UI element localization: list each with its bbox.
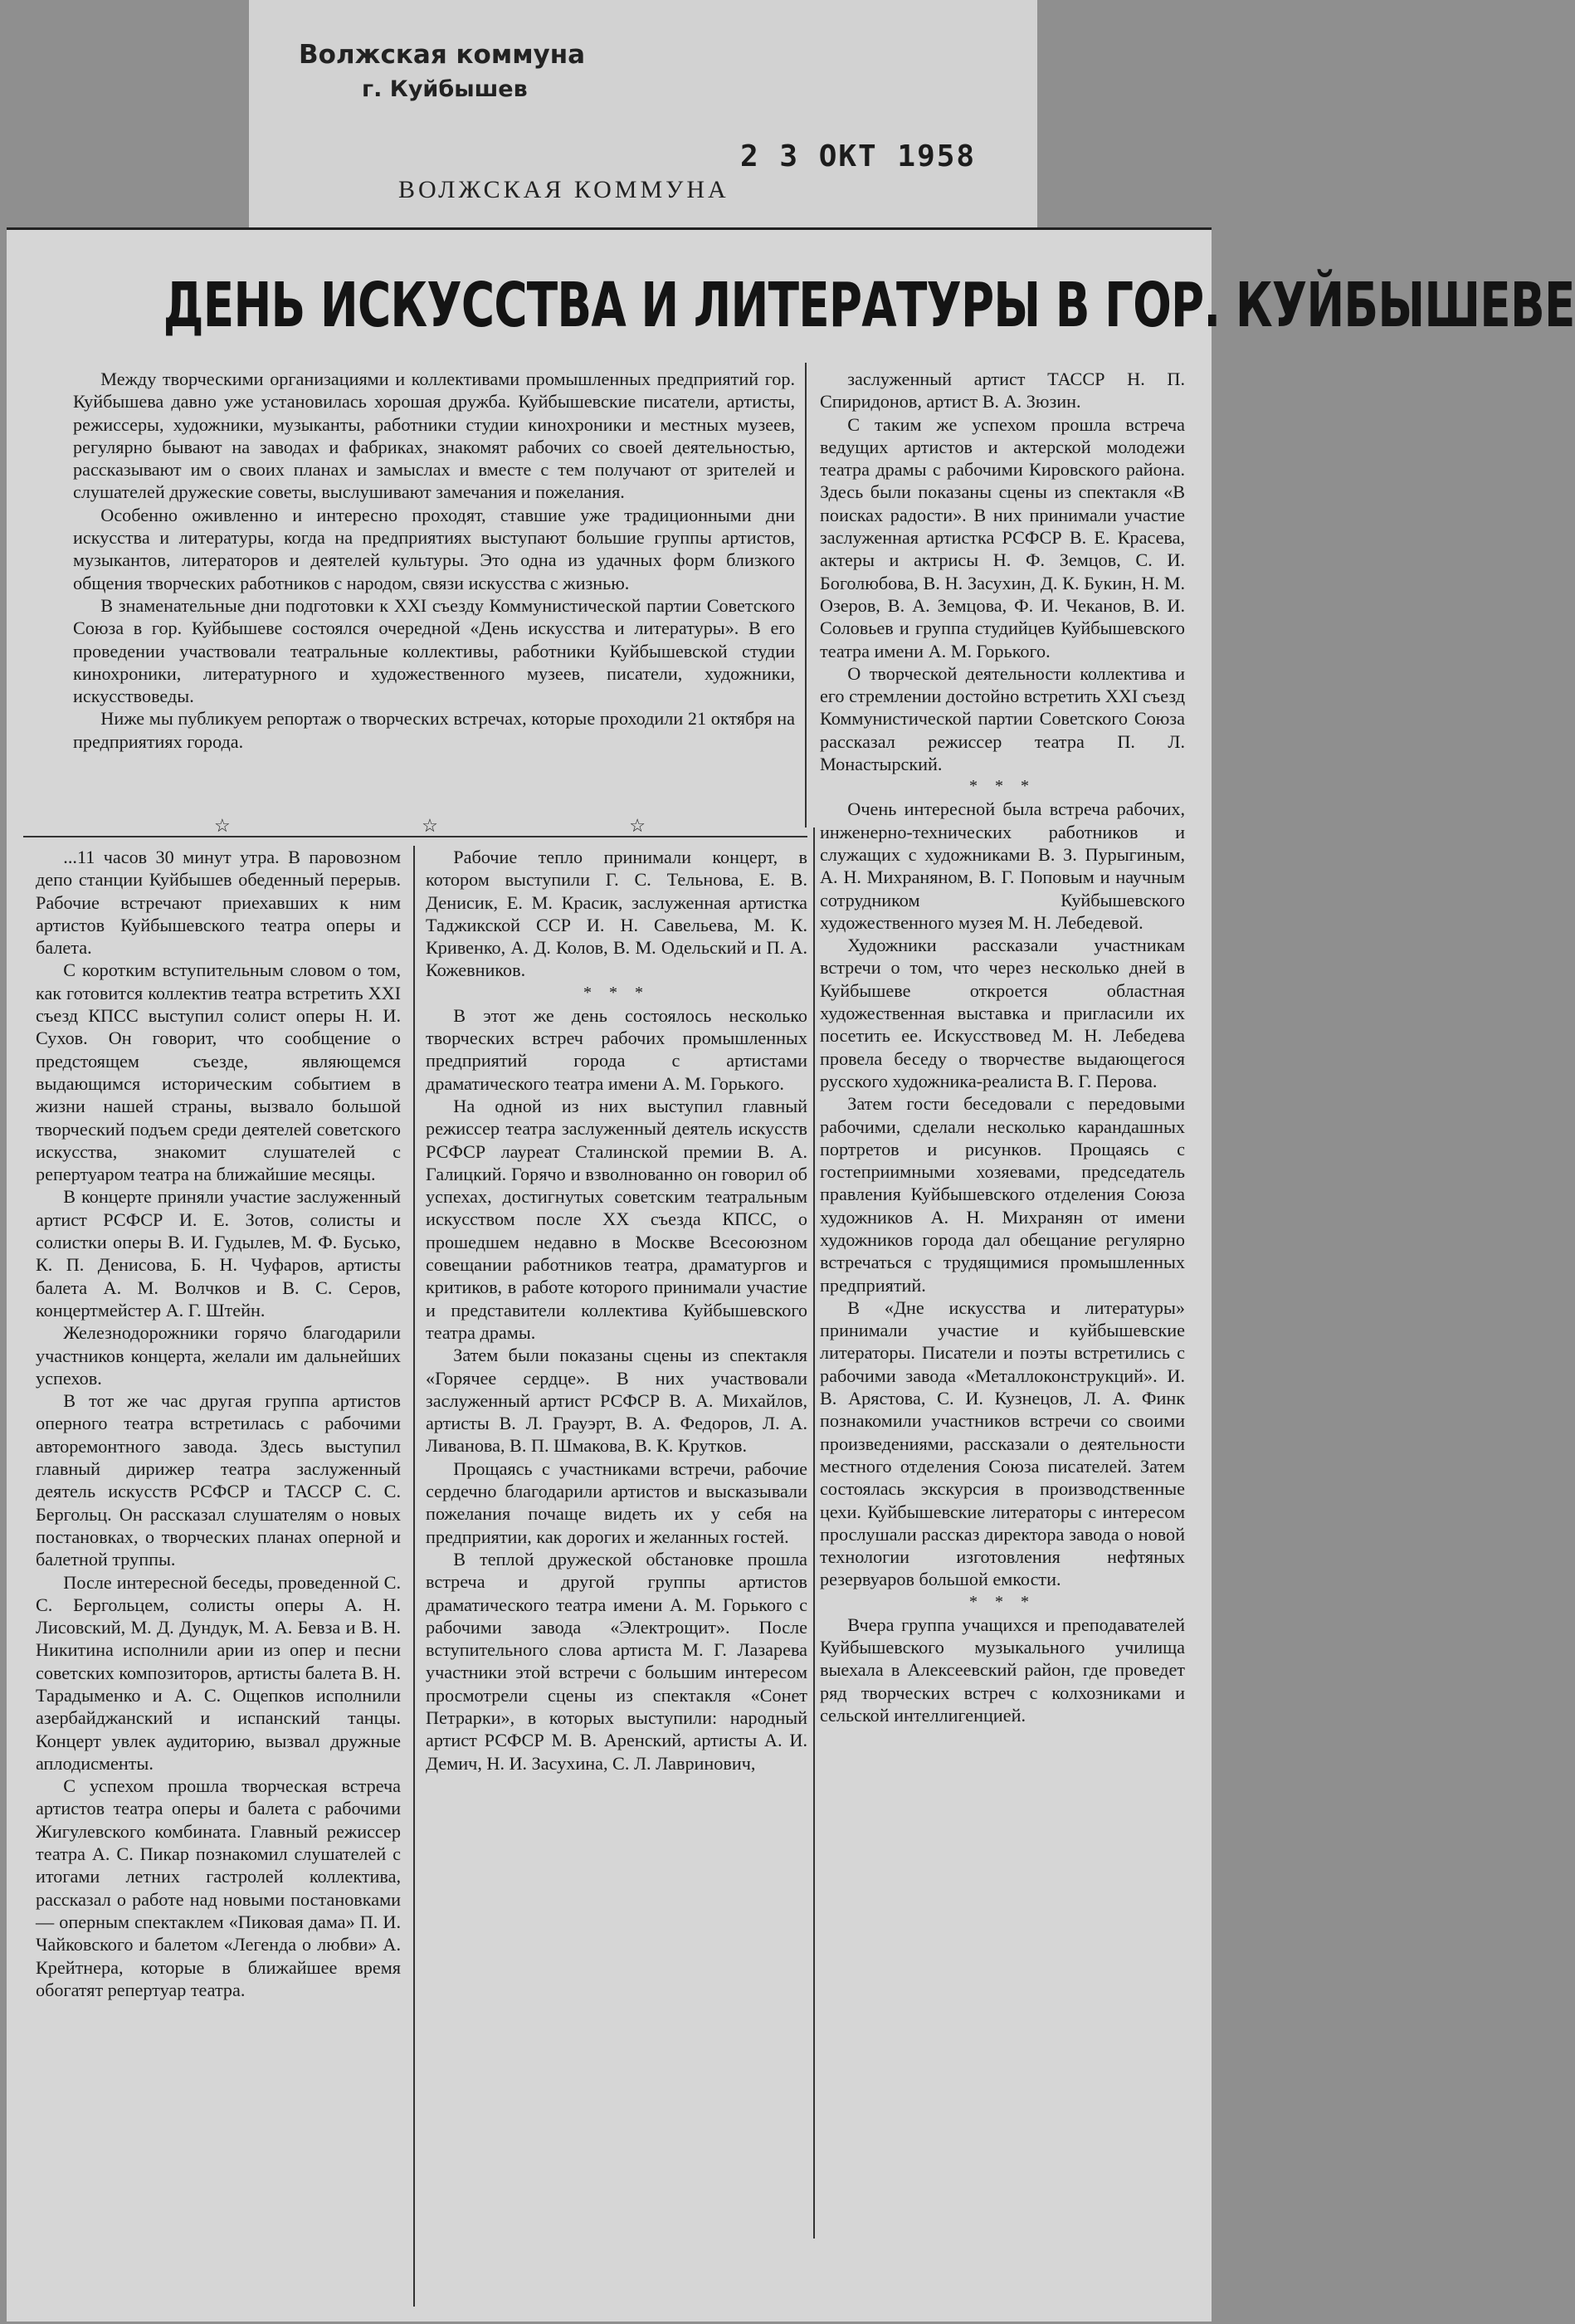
article-paragraph: В концерте приняли участие заслуженный артист РСФСР И. Е. Зотов, солисты и солистки оперы В. И. Гудылев, М. Ф. Бусько, К. П. Денисова, Б. Н. Чуфаров, артисты балета А. М. Волчков и В. С. Серов, концертмейстер А. Г. Штейн. (36, 1186, 401, 1321)
article-paragraph: Затем гости беседовали с передовыми рабочими, сделали несколько карандашных портретов и рисунков. Прощаясь с гостеприимными хозяевами, председатель правления Куйбышевского отделения Союза художников А. Н. Михранян от имени художников города дал обещание регулярно встречаться с трудящимися промышленных предприятий. (820, 1093, 1185, 1296)
article-paragraph: После интересной беседы, проведенной С. С. Бергольцем, солисты оперы А. Н. Лисовский, М. Д. Дундук, М. А. Бевза и В. Н. Никитина исполнили арии из опер и песни советских композиторов, артисты балета В. Н. Тарадыменко и А. С. Ощепков исполнили азербайджанский и испанский танцы. Концерт увлек аудиторию, вызвал дружные аплодисменты. (36, 1571, 401, 1774)
column-rule (413, 846, 415, 2307)
article-paragraph: Ниже мы публикуем репортаж о творческих встречах, которые проходили 21 октября на предприятиях города. (73, 708, 795, 752)
article-paragraph: Прощаясь с участниками встречи, рабочие сердечно благодарили артистов и высказывали пожелания почаще видеть их у себя на предприятии, как дорогих и желанных гостей. (426, 1457, 807, 1547)
article-paragraph: В знаменательные дни подготовки к XXI съезду Коммунистической партии Советского Союза в гор. Куйбышеве состоялся очередной «День искусства и литературы». В его проведении участвовали театральные коллективы, работники Куйбышевской студии кинохроники, литературного и художественного музеев, писатели, художники, искусствоведы. (73, 594, 795, 707)
article-paragraph: заслуженный артист ТАССР Н. П. Спиридонов, артист В. А. Зюзин. (820, 369, 1185, 413)
article-intro (73, 368, 795, 753)
intro-stars-separator (214, 816, 646, 837)
article-paragraph: В теплой дружеской обстановке прошла встреча и другой группы артистов драматического театра имени А. М. Горького с рабочими завода «Электрощит». После вступительного слова артиста М. Г. Лазарева участники этой встречи с большим интересом просмотрели сцены из спектакля «Сонет Петрарки», в которых выступили: народный артист РСФСР М. В. Аренский, артисты А. И. Демич, Н. И. Засухина, С. Л. Лавринович, (426, 1548, 807, 1774)
article-paragraph: Железнодорожники горячо благодарили участников концерта, желали им дальнейших успехов. (36, 1322, 401, 1389)
archive-stamp-city: г. Куйбышев (362, 76, 528, 102)
article-paragraph: Художники рассказали участникам встречи о том, что через несколько дней в Куйбышеве откроется областная художественная выставка и пригласили их посетить ее. Искусствовед М. Н. Лебедева провела беседу о творчестве выдающегося русского художника-реалиста В. Г. Перова. (820, 935, 1185, 1091)
article-paragraph: В «Дне искусства и литературы» принимали участие и куйбышевские литераторы. Писатели и поэты встретились с рабочими завода «Металлоконструкций». И. В. Арястова, С. И. Кузнецов, Л. А. Финк познакомили участников встречи со своими произведениями, рассказали о деятельности местного отделения Союза писателей. Затем состоялась экскурсия в производственные цехи. Куйбышевские литераторы с интересом прослушали рассказ директора завода о новой технологии изготовления нефтяных резервуаров большой емкости. (820, 1296, 1185, 1590)
date-stamp: 2 3 ОКТ 1958 (740, 139, 977, 173)
column-rule (813, 828, 815, 2239)
article-paragraph: Очень интересной была встреча рабочих, инженерно-технических работников и служащих с художниками В. З. Пурыгиным, А. Н. Михраняном, В. Г. Поповым и научным сотрудником Куйбышевского художественного музея М. Н. Лебедевой. (820, 798, 1185, 933)
article-paragraph: Затем были показаны сцены из спектакля «Горячее сердце». В них участвовали заслуженный артист РСФСР В. А. Михайлов, артисты В. Л. Грауэрт, В. А. Федоров, Л. А. Ливанова, В. П. Шмакова, В. К. Крутков. (426, 1345, 807, 1457)
article-paragraph: Вчера группа учащихся и преподавателей Куйбышевского музыкального училища выехала в Алексеевский район, где проведет ряд творческих встреч с колхозниками и сельской интеллигенцией. (820, 1614, 1185, 1726)
archive-label-slip (249, 0, 1037, 241)
article-column-3 (820, 368, 1185, 1726)
newspaper-clipping (7, 227, 1575, 2322)
article-paragraph: С таким же успехом прошла встреча ведущих артистов и актерской молодежи театра драмы с рабочими Кировского района. Здесь были показаны сцены из спектакля «В поисках радости». В них принимали участие заслуженная артистка РСФСР В. Е. Красева, актеры и актрисы Н. Ф. Земцов, С. И. Боголюбова, В. Н. Засухин, Д. К. Букин, Н. М. Озеров, В. А. Земцова, Ф. И. Чеканов, В. И. Соловьев и группа студийцев Куйбышевского театра имени А. М. Горького. (820, 413, 1185, 662)
article-column-2 (426, 846, 807, 1775)
section-stars: * * * (969, 1592, 1036, 1611)
article-column-1 (36, 846, 401, 2001)
section-stars: * * * (583, 983, 650, 1002)
article-paragraph: О творческой деятельности коллектива и его стремлении достойно встретить XXI съезд Коммунистической партии Советского Союза рассказал режиссер театра П. Л. Монастырский. (820, 662, 1185, 775)
article-headline: ДЕНЬ ИСКУССТВА И ЛИТЕРАТУРЫ В ГОР. КУЙБЫШЕВЕ (163, 270, 1575, 341)
article-paragraph: Особенно оживленно и интересно проходят, ставшие уже традиционными дни искусства и литературы, когда на предприятиях выступают большие группы артистов, музыкантов, литераторов и деятелей культуры. Это одна из удачных форм близкого общения творческих работников с народом, связи искусства с жизнью. (73, 504, 795, 593)
article-paragraph: В тот же час другая группа артистов оперного театра встретилась с рабочими авторемонтного завода. Здесь выступил главный дирижер театра заслуженный деятель искусств РСФСР и ТАССР С. С. Бергольц. Он рассказал слушателям о новых постановках, о творческих планах оперной и балетной труппы. (36, 1390, 401, 1570)
article-paragraph: Между творческими организациями и коллективами промышленных предприятий гор. Куйбышева давно уже установилась хорошая дружба. Куйбышевские писатели, артисты, режиссеры, художники, музыканты, работники студии кинохроники и местных музеев, регулярно бывают на заводах и фабриках, знакомят рабочих со своей деятельностью, рассказывают им о своих планах и замыслах и вместе с тем получают от зрителей и слушателей дружеские советы, выслушивают замечания и пожелания. (73, 369, 795, 503)
article-paragraph: С успехом прошла творческая встреча артистов театра оперы и балета с рабочими Жигулевского комбината. Главный режиссер театра А. С. Пикар познакомил слушателей с итогами летних гастролей коллектива, рассказал о работе над новыми постановками — оперным спектаклем «Пиковая дама» П. И. Чайковского и балетом «Легенда о любви» А. Крейтнера, которые в ближайшее время обогатят репертуар театра. (36, 1775, 401, 2000)
star-icon: ☆ (629, 816, 646, 837)
star-icon: ☆ (214, 816, 231, 837)
article-paragraph: ...11 часов 30 минут утра. В паровозном депо станции Куйбышев обеденный перерыв. Рабочие встречают приехавших к ним артистов Куйбышевского театра оперы и балета. (36, 847, 401, 959)
article-paragraph: Рабочие тепло принимали концерт, в котором выступили Г. С. Тельнова, Е. В. Денисик, Е. М. Красик, заслуженная артистка Таджикской ССР И. Н. Савельева, М. К. Кривенко, А. Д. Колов, В. М. Одельский и П. А. Кожевников. (426, 847, 807, 981)
section-stars: * * * (969, 777, 1036, 796)
archive-stamp-title: Волжская коммуна (299, 40, 586, 70)
column-rule (805, 363, 807, 828)
article-paragraph: В этот же день состоялось несколько творческих встреч рабочих промышленных предприятий города с артистами драматического театра имени А. М. Горького. (426, 1004, 807, 1094)
article-paragraph: С коротким вступительным словом о том, как готовится коллектив театра встретить XXI съезд КПСС выступил солист оперы Н. И. Сухов. Он говорит, что сообщение о предстоящем съезде, являющемся выдающимся историческим событием в жизни нашей страны, вызвало большой творческий подъем среди деятелей советского искусства, знакомит слушателей с репертуаром театра на ближайшие месяцы. (36, 959, 401, 1185)
article-paragraph: На одной из них выступил главный режиссер театра заслуженный деятель искусств РСФСР лауреат Сталинской премии В. А. Галицкий. Горячо и взволнованно он говорил об успехах, достигнутых советским театральным искусством после XX съезда КПСС, о прошедшем недавно в Москве Всесоюзном совещании работников театра, драматургов и критиков, в работе которого принимали участие и представители коллектива Куйбышевского театра драмы. (426, 1095, 807, 1343)
newspaper-masthead: ВОЛЖСКАЯ КОММУНА (398, 176, 729, 203)
star-icon: ☆ (422, 816, 438, 837)
